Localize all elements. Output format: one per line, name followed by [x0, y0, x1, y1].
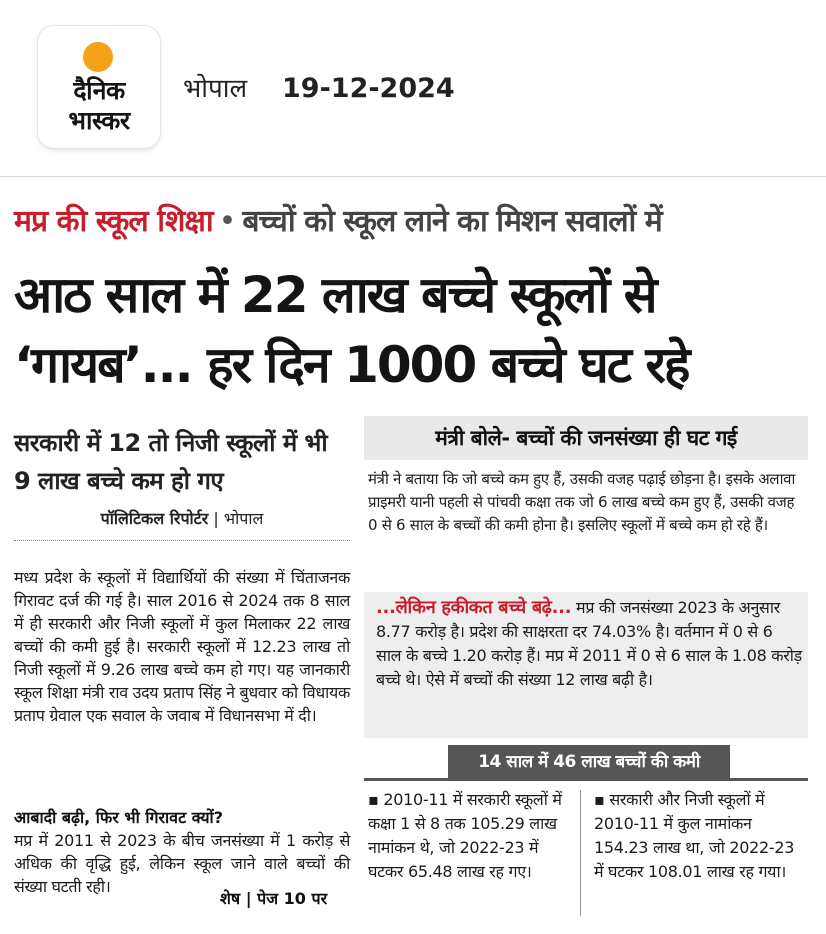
logo-text-line2: भास्कर	[68, 106, 130, 135]
stat-heading-rule	[364, 778, 808, 781]
kicker-separator: •	[218, 204, 237, 239]
header-divider	[0, 176, 826, 177]
minister-text: मंत्री ने बताया कि जो बच्चे कम हुए हैं, उसकी वजह पढ़ाई छोड़ना है। इसके अलावा प्राइमरी यानी पहली से पांचवी कक्षा तक जो 6 लाख बच्चे कम हुए हैं, उसकी वजह 0 से 6 साल के बच्चों की कमी होना है। इसलिए स्कूलों में बच्चे कम हो रहे हैं।	[368, 470, 796, 534]
fact-text-block	[376, 596, 802, 692]
headline-line-1: आठ साल में 22 लाख बच्चे स्कूलों से	[14, 266, 656, 324]
continued-on-page: शेष | पेज 10 पर	[220, 889, 328, 908]
minister-heading: मंत्री बोले- बच्चों की जनसंख्या ही घट गई	[364, 416, 808, 460]
fact-lead: ...लेकिन हकीकत बच्चे बढ़े...	[376, 597, 572, 618]
body-paragraph-2: मप्र में 2011 से 2023 के बीच जनसंख्या में 1 करोड़ से अधिक की वृद्धि हुई, लेकिन स्कूल जाने वाले बच्चों की संख्या घटती रही।	[14, 831, 350, 896]
byline-city: भोपाल	[223, 509, 264, 528]
logo-text-line1: दैनिक	[73, 76, 125, 105]
stat-item-2: ▪ सरकारी और निजी स्कूलों में 2010-11 में कुल नामांकन 154.23 लाख था, जो 2022-23 में घटकर 108.01 लाख रह गया।	[594, 790, 795, 881]
sun-icon	[83, 42, 113, 72]
brand-logo	[38, 26, 160, 148]
dateline-date: 19-12-2024	[282, 73, 455, 104]
stat-divider	[580, 790, 581, 916]
stat-item-1: ▪ 2010-11 में सरकारी स्कूलों में कक्षा 1 से 8 तक 105.29 लाख नामांकन थे, जो 2022-23 में घटकर 65.48 लाख रह गए।	[368, 790, 562, 881]
kicker	[14, 198, 814, 246]
headline-line-2: ‘गायब’... हर दिन 1000 बच्चे घट रहे	[14, 336, 689, 394]
stat-heading: 14 साल में 46 लाख बच्चों की कमी	[448, 745, 730, 779]
dateline-city: भोपाल	[183, 74, 248, 104]
body-paragraph-2-lead: आबादी बढ़ी, फिर भी गिरावट क्यों?	[14, 808, 223, 827]
kicker-text: बच्चों को स्कूल लाने का मिशन सवालों में	[242, 204, 662, 239]
subheadline: सरकारी में 12 तो निजी स्कूलों में भी 9 लाख बच्चे कम हो गए	[14, 429, 328, 495]
kicker-label: मप्र की स्कूल शिक्षा	[14, 204, 213, 239]
byline-separator: |	[213, 509, 219, 528]
byline	[14, 508, 350, 530]
body-paragraph-1: मध्य प्रदेश के स्कूलों में विद्यार्थियों की संख्या में चिंताजनक गिरावट दर्ज की गई है। साल 2016 से 2024 तक 8 साल में ही सरकारी और निजी स्कूलों में कुल मिलाकर 22 लाख बच्चों की कमी हुई है। सरकारी स्कूलों में 12.23 लाख तो निजी स्कूलों में 9.26 लाख बच्चे कम हो गए। यह जानकारी स्कूल शिक्षा मंत्री राव उदय प्रताप सिंह ने बुधवार को विधायक प्रताप ग्रेवाल एक सवाल के जवाब में विधानसभा में दी।	[14, 568, 350, 725]
byline-name: पॉलिटिकल रिपोर्टर	[100, 509, 209, 528]
fact-text: मप्र की जनसंख्या 2023 के अनुसार 8.77 करोड़ है। प्रदेश की साक्षरता दर 74.03% है। वर्तमान में 0 से 6 साल के बच्चे 1.20 करोड़ हैं। मप्र में 2011 में 0 से 6 साल के 1.08 करोड़ बच्चे थे। ऐसे में बच्चों की संख्या 12 लाख बढ़ी है।	[376, 598, 802, 689]
byline-divider	[14, 540, 350, 541]
